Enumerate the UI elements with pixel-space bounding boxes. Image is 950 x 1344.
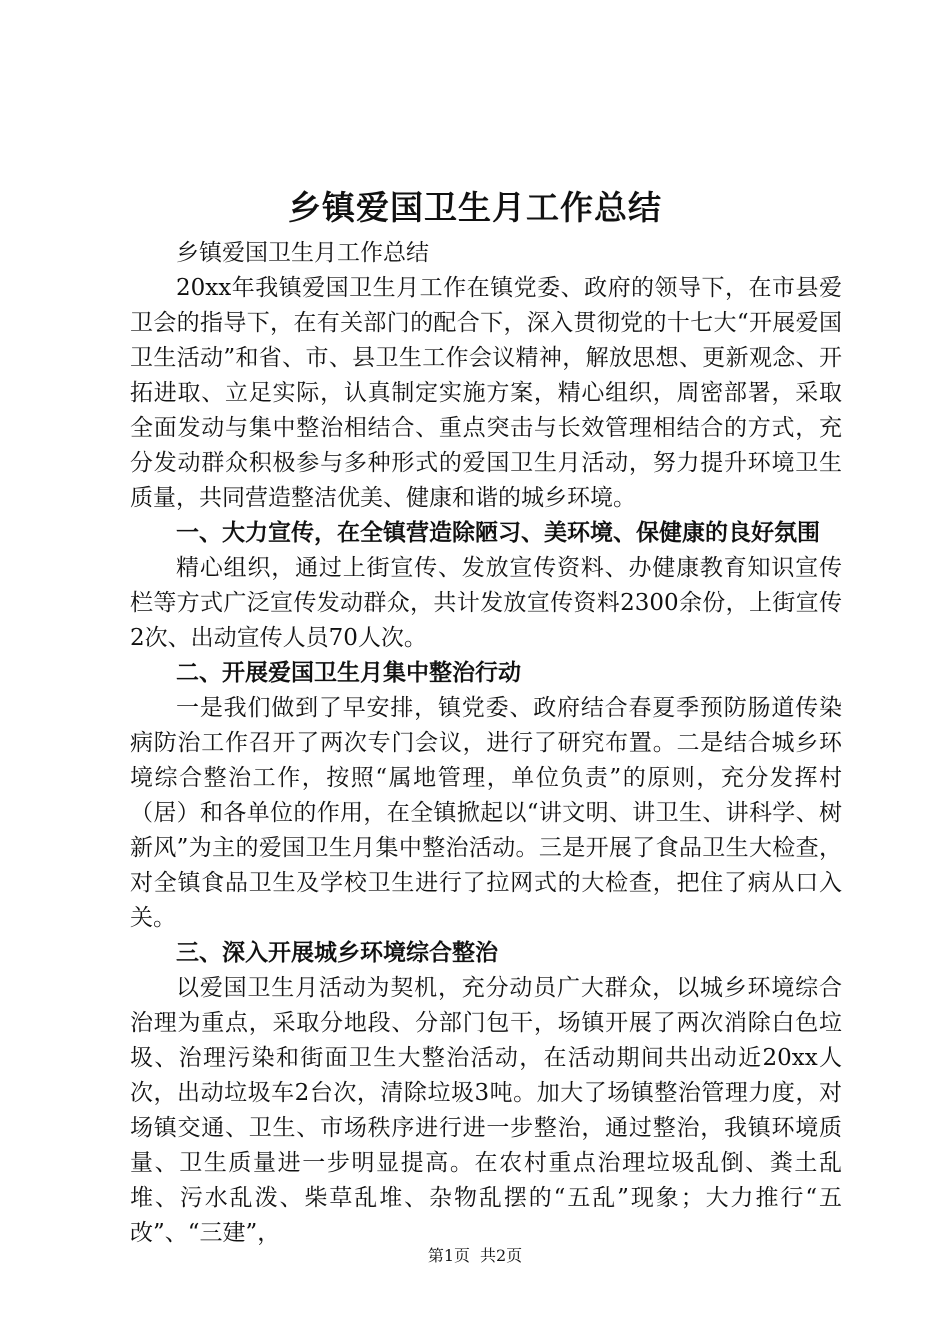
section-heading-2: 二、开展爱国卫生月集中整治行动 <box>176 660 521 686</box>
document-title: 乡镇爱国卫生月工作总结 <box>288 188 662 227</box>
page-footer <box>0 1245 950 1267</box>
document-body <box>130 236 842 1251</box>
page-total: 共2页 <box>480 1246 523 1265</box>
section-heading-3: 三、深入开展城乡环境综合整治 <box>176 940 498 966</box>
section-paragraph-3: 以爱国卫生月活动为契机，充分动员广大群众，以城乡环境综合治理为重点，采取分地段、分部门包干，场镇开展了两次消除白色垃圾、治理污染和街面卫生大整治活动，在活动期间共出动近20xx人次，出动垃圾车2台次，清除垃圾3吨。加大了场镇整治管理力度，对场镇交通、卫生、市场秩序进行进一步整治，通过整治，我镇环境质量、卫生质量进一步明显提高。在农村重点治理垃圾乱倒、粪土乱堆、污水乱泼、柴草乱堆、杂物乱摆的“五乱”现象；大力推行“五改”、“三建”， <box>130 975 842 1246</box>
intro-paragraph: 20xx年我镇爱国卫生月工作在镇党委、政府的领导下，在市县爱卫会的指导下，在有关部门的配合下，深入贯彻党的十七大“开展爱国卫生活动”和省、市、县卫生工作会议精神，解放思想、更新观念、开拓进取、立足实际，认真制定实施方案，精心组织，周密部署，采取全面发动与集中整治相结合、重点突击与长效管理相结合的方式，充分发动群众积极参与多种形式的爱国卫生月活动，努力提升环境卫生质量，共同营造整洁优美、健康和谐的城乡环境。 <box>130 275 842 511</box>
section-paragraph-1: 精心组织，通过上街宣传、发放宣传资料、办健康教育知识宣传栏等方式广泛宣传发动群众，共计发放宣传资料2300余份，上街宣传2次、出动宣传人员70人次。 <box>130 555 842 651</box>
page-number: 第1页 <box>427 1246 470 1265</box>
subtitle-paragraph: 乡镇爱国卫生月工作总结 <box>176 240 429 266</box>
section-heading-1: 一、大力宣传，在全镇营造除陋习、美环境、保健康的良好氛围 <box>176 520 820 546</box>
section-paragraph-2: 一是我们做到了早安排，镇党委、政府结合春夏季预防肠道传染病防治工作召开了两次专门会议，进行了研究布置。二是结合城乡环境综合整治工作，按照“属地管理，单位负责”的原则，充分发挥村（居）和各单位的作用，在全镇掀起以“讲文明、讲卫生、讲科学、树新风”为主的爱国卫生月集中整治活动。三是开展了食品卫生大检查，对全镇食品卫生及学校卫生进行了拉网式的大检查，把住了病从口入关。 <box>130 695 842 931</box>
